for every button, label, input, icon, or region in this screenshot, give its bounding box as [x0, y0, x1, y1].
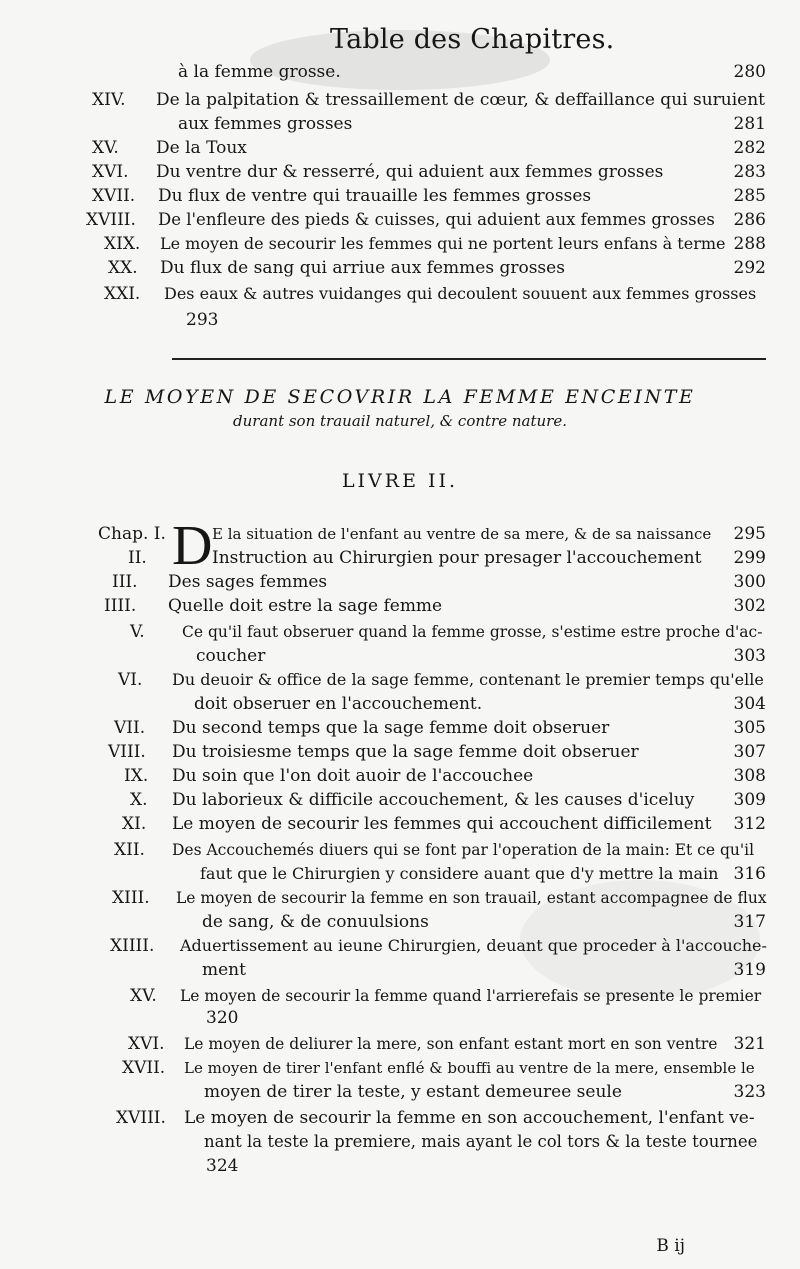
- toc-row: [0, 208, 800, 232]
- chapter-number: Chap. I.: [98, 524, 166, 544]
- chapter-number: XX.: [108, 258, 138, 278]
- page-number: 309: [733, 790, 766, 810]
- chapter-title: Le moyen de secourir les femmes qui accouchent difficilement: [172, 814, 712, 834]
- chapter-number: II.: [128, 548, 147, 568]
- toc-row: [0, 522, 800, 546]
- chapter-title: Le moyen de deliurer la mere, son enfant estant mort en son ventre: [184, 1035, 718, 1053]
- chapter-title: De l'enfleure des pieds & cuisses, qui aduient aux femmes grosses: [158, 210, 715, 229]
- toc-row: [0, 1006, 800, 1030]
- page-number: 321: [733, 1034, 766, 1054]
- section-title: LE MOYEN DE SECOVRIR LA FEMME ENCEINTE: [104, 386, 696, 408]
- chapter-title: coucher: [196, 646, 266, 666]
- chapter-title: Du laborieux & difficile accouchement, & les causes d'iceluy: [172, 790, 695, 810]
- page-number: 295: [733, 524, 766, 544]
- page-number: 299: [733, 548, 766, 568]
- chapter-number: XV.: [130, 986, 157, 1006]
- chapter-title: Du soin que l'on doit auoir de l'accouchee: [172, 766, 534, 786]
- chapter-number: IIII.: [104, 596, 137, 616]
- chapter-number: XVIII.: [116, 1108, 166, 1128]
- page-number: 280: [733, 62, 766, 82]
- chapter-title: Le moyen de secourir la femme quand l'arrierefais se presente le premier: [180, 987, 762, 1005]
- chapter-title: aux femmes grosses: [178, 114, 353, 134]
- toc-row: [0, 594, 800, 618]
- toc-row: [0, 570, 800, 594]
- page-number: 288: [733, 234, 766, 254]
- toc-row: [0, 184, 800, 208]
- toc-row: [0, 136, 800, 160]
- toc-row: [0, 256, 800, 280]
- toc-row: [0, 1106, 800, 1130]
- toc-row: [0, 740, 800, 764]
- page-number: 308: [733, 766, 766, 786]
- chapter-number: XIX.: [104, 234, 141, 254]
- chapter-number: XII.: [114, 840, 145, 860]
- toc-row: [0, 160, 800, 184]
- chapter-number: XVIII.: [86, 210, 136, 230]
- chapter-title: 324: [206, 1156, 239, 1176]
- chapter-title: nant la teste la premiere, mais ayant le col tors & la teste tournee: [204, 1132, 758, 1151]
- chapter-title: Du second temps que la sage femme doit obseruer: [172, 718, 610, 738]
- chapter-title: Du flux de sang qui arriue aux femmes grosses: [160, 258, 565, 278]
- page-number: 319: [733, 960, 766, 980]
- toc-row: [0, 88, 800, 112]
- page-number: 285: [733, 186, 766, 206]
- page-number: 292: [733, 258, 766, 278]
- chapter-title: Le moyen de secourir la femme en son trauail, estant accompagnee de flux: [176, 889, 767, 907]
- section-rule: [172, 358, 766, 360]
- page-number: 302: [733, 596, 766, 616]
- chapter-title: 320: [206, 1008, 239, 1028]
- chapter-number: XXI.: [104, 284, 141, 304]
- toc-row: [0, 1130, 800, 1154]
- chapter-title: doit obseruer en l'accouchement.: [194, 694, 483, 714]
- chapter-number: III.: [112, 572, 138, 592]
- chapter-number: XVI.: [128, 1034, 165, 1054]
- chapter-title: Du ventre dur & resserré, qui aduient aux femmes grosses: [156, 162, 664, 182]
- chapter-title: moyen de tirer la teste, y estant demeuree seule: [204, 1082, 622, 1102]
- page-number: 304: [733, 694, 766, 714]
- chapter-title: Le moyen de tirer l'enfant enflé & bouffi au ventre de la mere, ensemble le: [184, 1059, 755, 1077]
- chapter-title: Quelle doit estre la sage femme: [168, 596, 443, 616]
- chapter-title: ment: [202, 960, 246, 980]
- page-number: 282: [733, 138, 766, 158]
- toc-row: [0, 764, 800, 788]
- page-number: 286: [733, 210, 766, 230]
- chapter-number: VII.: [114, 718, 146, 738]
- chapter-title: Instruction au Chirurgien pour presager l'accouchement: [212, 548, 702, 568]
- toc-row: [0, 308, 800, 332]
- chapter-title: Des Accouchemés diuers qui se font par l'operation de la main: Et ce qu'il: [172, 841, 755, 859]
- toc-row: [0, 886, 800, 910]
- page-number: 300: [733, 572, 766, 592]
- page-number: 307: [733, 742, 766, 762]
- toc-row: [0, 1056, 800, 1080]
- chapter-title: E la situation de l'enfant au ventre de sa mere, & de sa naissance: [212, 525, 712, 543]
- chapter-title: Des eaux & autres vuidanges qui decoulent souuent aux femmes grosses: [164, 284, 757, 303]
- toc-row: [0, 812, 800, 836]
- chapter-number: XVII.: [122, 1058, 166, 1078]
- chapter-number: XVII.: [92, 186, 136, 206]
- page-number: 317: [733, 912, 766, 932]
- chapter-title: Du troisiesme temps que la sage femme doit obseruer: [172, 742, 639, 762]
- chapter-title: Aduertissement au ieune Chirurgien, deuant que proceder à l'accouche-: [180, 936, 767, 955]
- toc-row: [0, 838, 800, 862]
- chapter-number: XIV.: [92, 90, 126, 110]
- book-heading: LIVRE II.: [341, 470, 459, 492]
- page-number: 281: [733, 114, 766, 134]
- signature-mark: B ij: [656, 1236, 685, 1256]
- chapter-title: à la femme grosse.: [178, 62, 341, 82]
- page-number: 316: [733, 864, 766, 884]
- toc-row: [0, 232, 800, 256]
- toc-row: [0, 1080, 800, 1104]
- toc-row: [0, 546, 800, 570]
- chapter-number: XIIII.: [110, 936, 155, 956]
- toc-row: [0, 668, 800, 692]
- chapter-number: XIII.: [112, 888, 150, 908]
- chapter-title: Du flux de ventre qui trauaille les femmes grosses: [158, 186, 592, 206]
- chapter-number: XVI.: [92, 162, 129, 182]
- chapter-title: De la Toux: [156, 138, 247, 158]
- page-number: 312: [733, 814, 766, 834]
- running-head: Table des Chapitres.: [330, 24, 615, 55]
- section-subtitle: durant son trauail naturel, & contre nature.: [233, 412, 567, 430]
- page-number: 323: [733, 1082, 766, 1102]
- toc-row: [0, 788, 800, 812]
- toc-row: [0, 620, 800, 644]
- toc-row: [0, 862, 800, 886]
- chapter-number: IX.: [124, 766, 149, 786]
- page-number: 305: [733, 718, 766, 738]
- chapter-title: Le moyen de secourir les femmes qui ne portent leurs enfans à terme: [160, 234, 726, 253]
- page-number: 303: [733, 646, 766, 666]
- toc-row: [0, 716, 800, 740]
- chapter-title: 293: [186, 310, 219, 330]
- toc-row: [0, 934, 800, 958]
- chapter-number: V.: [130, 622, 145, 642]
- toc-row: [0, 958, 800, 982]
- toc-row: [0, 1032, 800, 1056]
- toc-row: [0, 112, 800, 136]
- drop-cap: D: [172, 515, 213, 577]
- toc-row: [0, 644, 800, 668]
- toc-row: [0, 910, 800, 934]
- chapter-title: Du deuoir & office de la sage femme, contenant le premier temps qu'elle: [172, 670, 764, 689]
- chapter-number: XV.: [92, 138, 119, 158]
- toc-row: [0, 282, 800, 306]
- chapter-number: VI.: [118, 670, 143, 690]
- chapter-number: VIII.: [108, 742, 146, 762]
- toc-row: [0, 1154, 800, 1178]
- chapter-number: X.: [130, 790, 148, 810]
- chapter-title: De la palpitation & tressaillement de cœur, & deffaillance qui suruient: [156, 90, 766, 110]
- chapter-title: Le moyen de secourir la femme en son accouchement, l'enfant ve-: [184, 1108, 755, 1128]
- chapter-number: XI.: [122, 814, 147, 834]
- toc-row: [0, 692, 800, 716]
- chapter-title: de sang, & de conuulsions: [202, 912, 429, 932]
- chapter-title: Ce qu'il faut obseruer quand la femme grosse, s'estime estre proche d'ac-: [182, 623, 763, 641]
- toc-row: [0, 984, 800, 1008]
- page-number: 283: [733, 162, 766, 182]
- chapter-title: faut que le Chirurgien y considere auant que d'y mettre la main: [200, 864, 719, 883]
- chapter-title: Des sages femmes: [168, 572, 328, 592]
- toc-row: [0, 60, 800, 84]
